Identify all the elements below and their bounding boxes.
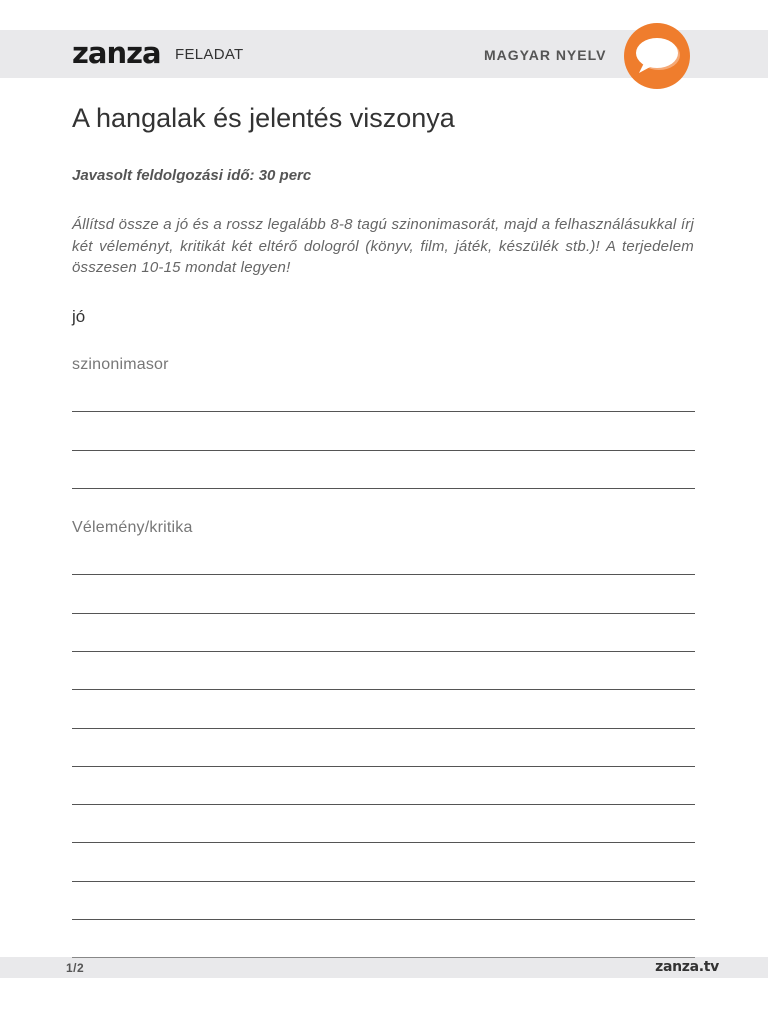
writing-line[interactable] — [72, 574, 695, 575]
writing-line[interactable] — [72, 689, 695, 690]
task-instruction: Állítsd össze a jó és a rossz legalább 8-8 tagú szinonimasorát, majd a felhasználásukkal írj két véleményt, kritikát két eltérő dologról (könyv, film, játék, készülék stb.)! A terjedelem összesen 10-15 mondat legyen! — [72, 216, 694, 276]
zanza-logo: zanza — [72, 36, 161, 70]
synonym-label: szinonimasor — [72, 356, 169, 373]
footer-divider — [72, 957, 695, 958]
page-title: A hangalak és jelentés viszonya — [72, 103, 455, 133]
writing-line[interactable] — [72, 411, 695, 412]
section-label: FELADAT — [175, 46, 244, 63]
writing-line[interactable] — [72, 766, 695, 767]
page-number: 1/2 — [66, 961, 85, 975]
opinion-label: Vélemény/kritika — [72, 519, 193, 536]
writing-line[interactable] — [72, 842, 695, 843]
site-logo: zanza.tv — [655, 959, 719, 975]
writing-line[interactable] — [72, 651, 695, 652]
writing-line[interactable] — [72, 919, 695, 920]
subject-label: MAGYAR NYELV — [484, 47, 607, 63]
page-footer — [0, 957, 768, 978]
suggested-time: Javasolt feldolgozási idő: 30 perc — [72, 167, 312, 184]
writing-line[interactable] — [72, 450, 695, 451]
writing-line[interactable] — [72, 728, 695, 729]
writing-line[interactable] — [72, 613, 695, 614]
speech-bubble-icon — [622, 23, 692, 89]
section-heading-jo: jó — [72, 307, 86, 326]
writing-line[interactable] — [72, 881, 695, 882]
writing-line[interactable] — [72, 804, 695, 805]
writing-line[interactable] — [72, 488, 695, 489]
